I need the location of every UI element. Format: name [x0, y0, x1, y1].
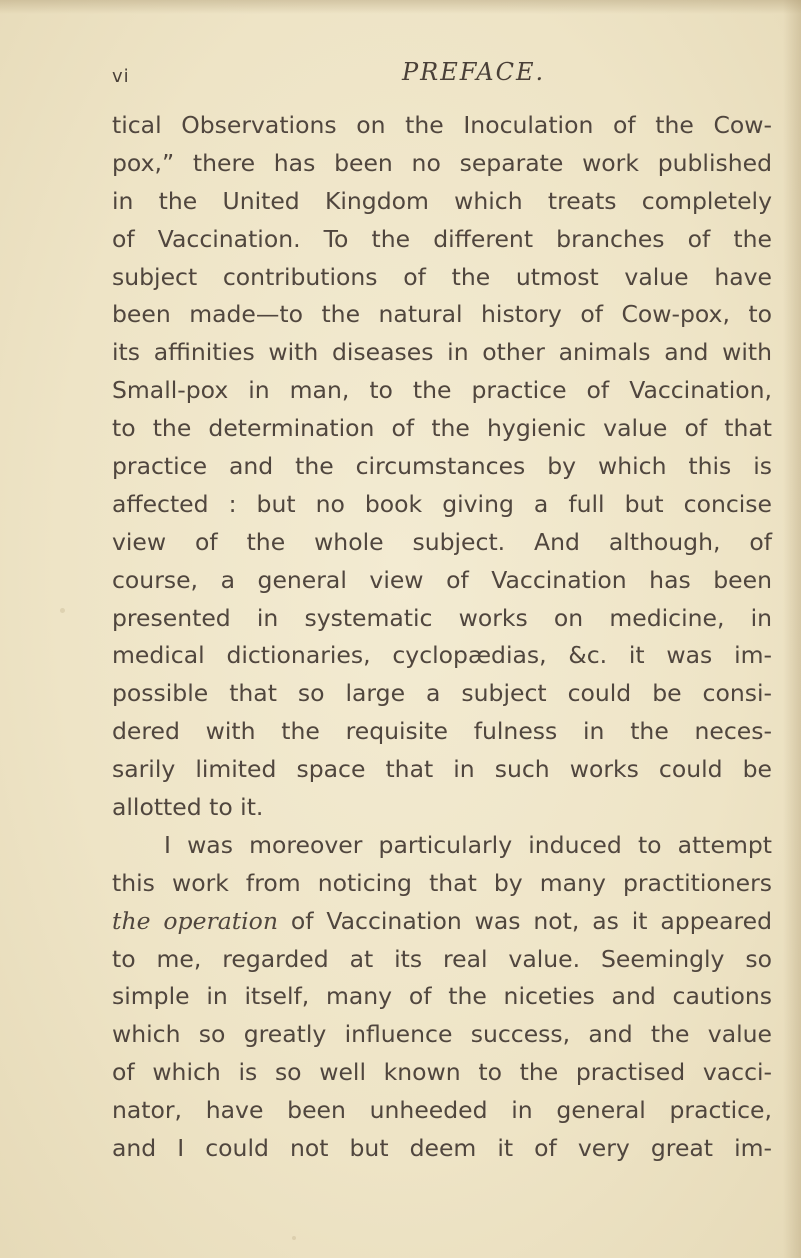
body-text — [112, 107, 772, 1168]
text-line: its affinities with diseases in other animals and with — [112, 338, 772, 367]
text-line: pox,” there has been no separate work published — [112, 148, 772, 177]
page-number: vi — [112, 66, 130, 87]
text-line: to the determination of the hygienic value of that — [112, 414, 772, 443]
text-line: presented in systematic works on medicine, in — [112, 603, 772, 632]
paper-spot — [60, 608, 65, 613]
text-line: subject contributions of the utmost value have — [112, 262, 772, 291]
text-line: simple in itself, many of the niceties and cautions — [112, 982, 772, 1011]
text-line: view of the whole subject. And although, of — [112, 527, 772, 556]
text-line: of which is so well known to the practised vacci- — [112, 1058, 772, 1087]
text-line: medical dictionaries, cyclopædias, &c. it was im- — [112, 641, 772, 670]
text-line: been made—to the natural history of Cow-pox, to — [112, 300, 772, 329]
text-line: nator, have been unheeded in general practice, — [112, 1096, 772, 1125]
text-line: affected : but no book giving a full but concise — [112, 489, 772, 518]
text-line: allotted to it. — [112, 793, 264, 822]
text-line — [112, 903, 772, 941]
italic-phrase: the operation — [112, 906, 278, 935]
text-line: this work from noticing that by many practitioners — [112, 868, 772, 897]
text-line: Small-pox in man, to the practice of Vaccination, — [112, 376, 772, 405]
text-line: to me, regarded at its real value. Seemingly so — [112, 944, 772, 973]
text-line: which so greatly influence success, and the value — [112, 1020, 772, 1049]
text-line: I was moreover particularly induced to attempt — [164, 830, 772, 859]
text-line-rest: of Vaccination was not, as it appeared — [277, 906, 773, 935]
text-line: in the United Kingdom which treats completely — [112, 186, 772, 215]
paper-spot — [292, 1236, 296, 1240]
text-line: sarily limited space that in such works could be — [112, 755, 772, 784]
running-head — [112, 58, 732, 94]
text-line: course, a general view of Vaccination has been — [112, 565, 772, 594]
running-title: PREFACE. — [402, 58, 546, 86]
text-line: of Vaccination. To the different branches of the — [112, 224, 772, 253]
text-line: tical Observations on the Inoculation of the Cow- — [112, 111, 772, 139]
text-line: dered with the requisite fulness in the neces- — [112, 717, 772, 746]
text-line: practice and the circumstances by which this is — [112, 452, 772, 481]
text-line: and I could not but deem it of very great im- — [112, 1134, 772, 1163]
text-line: possible that so large a subject could be consi- — [112, 679, 772, 708]
